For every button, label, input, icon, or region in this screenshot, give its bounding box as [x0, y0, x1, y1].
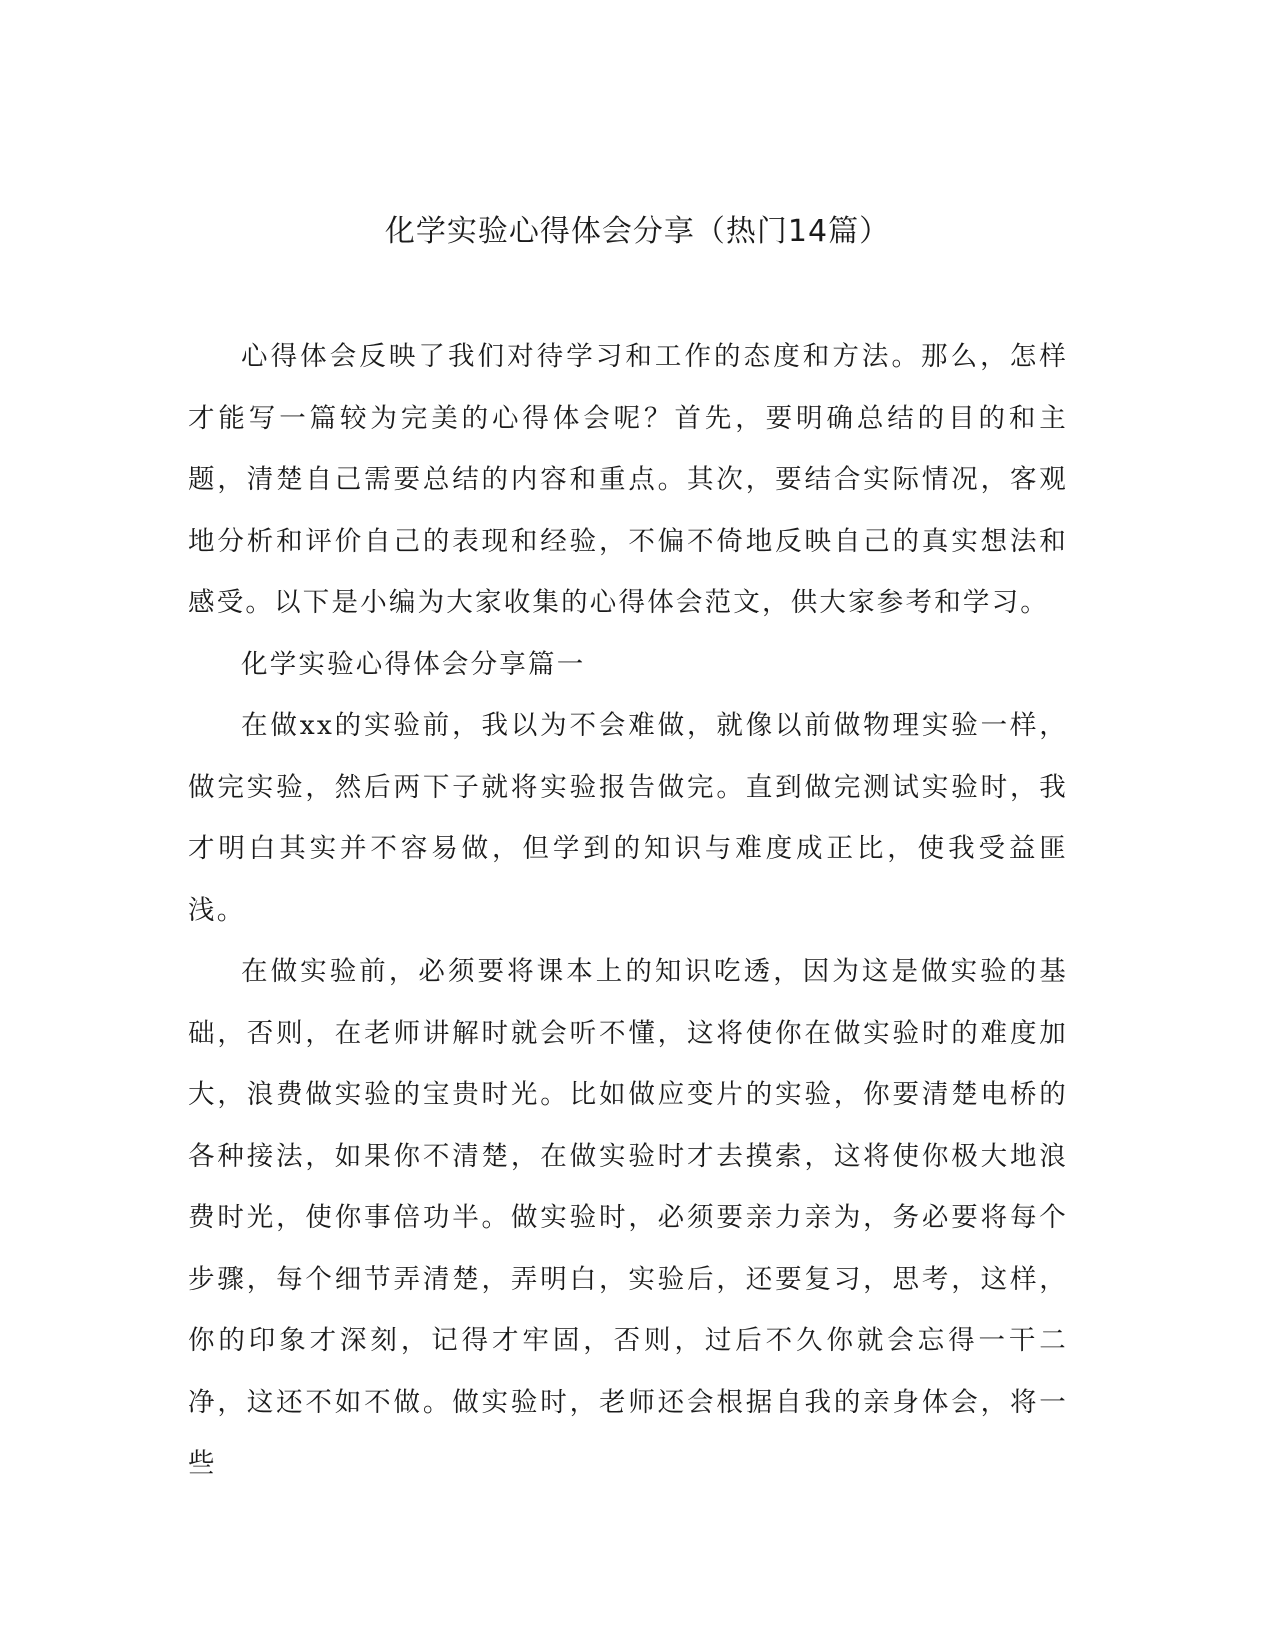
document-body [188, 326, 1068, 1495]
section-heading: 化学实验心得体会分享篇一 [241, 648, 586, 680]
body-paragraph: 在做xx的实验前，我以为不会难做，就像以前做物理实验一样，做完实验，然后两下子就将实验报告做完。直到做完测试实验时，我才明白其实并不容易做，但学到的知识与难度成正比，使我受益匪浅。 [188, 710, 1068, 926]
intro-paragraph: 心得体会反映了我们对待学习和工作的态度和方法。那么，怎样才能写一篇较为完美的心得体会呢？首先，要明确总结的目的和主题，清楚自己需要总结的内容和重点。其次，要结合实际情况，客观地分析和评价自己的表现和经验，不偏不倚地反映自己的真实想法和感受。以下是小编为大家收集的心得体会范文，供大家参考和学习。 [188, 341, 1068, 618]
body-paragraph: 在做实验前，必须要将课本上的知识吃透，因为这是做实验的基础，否则，在老师讲解时就会听不懂，这将使你在做实验时的难度加大，浪费做实验的宝贵时光。比如做应变片的实验，你要清楚电桥的各种接法，如果你不清楚，在做实验时才去摸索，这将使你极大地浪费时光，使你事倍功半。做实验时，必须要亲力亲为，务必要将每个步骤，每个细节弄清楚，弄明白，实验后，还要复习，思考，这样，你的印象才深刻，记得才牢固，否则，过后不久你就会忘得一干二净，这还不如不做。做实验时，老师还会根据自我的亲身体会，将一些 [188, 956, 1068, 1479]
document-title: 化学实验心得体会分享（热门14篇） [384, 214, 891, 249]
